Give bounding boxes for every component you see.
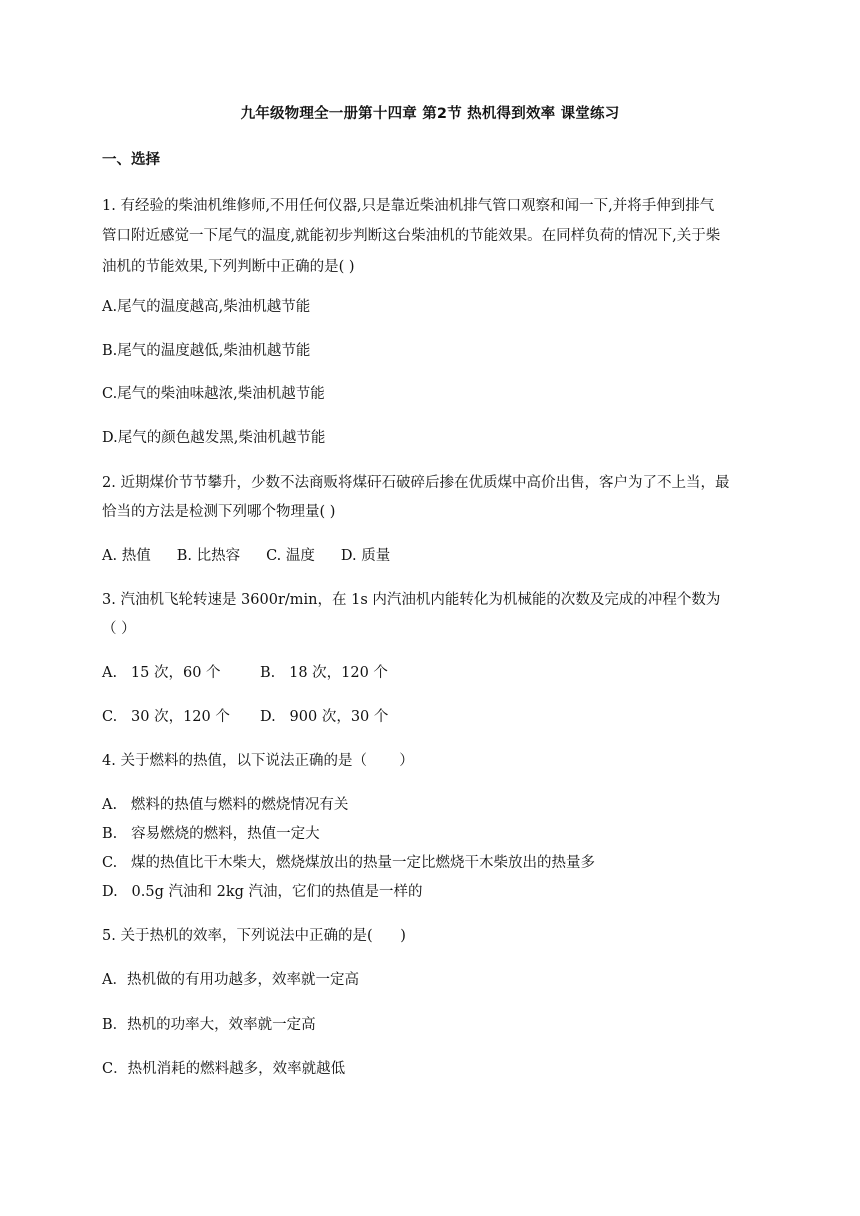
q4-stem: 4. 关于燃料的热值，以下说法正确的是（ ） <box>102 753 414 769</box>
q4-option-c: C. 煤的热值比干木柴大，燃烧煤放出的热量一定比燃烧干木柴放出的热量多 <box>102 855 596 871</box>
q5-option-b: B．热机的功率大，效率就一定高 <box>102 1017 316 1033</box>
q3-options-row-1 <box>102 661 388 682</box>
q2-option-c: C. 温度 <box>266 548 315 564</box>
q2-option-d: D. 质量 <box>340 548 391 564</box>
page-title: 九年级物理全一册第十四章 第2节 热机得到效率 课堂练习 <box>240 106 620 122</box>
q3-options-row-2 <box>102 705 388 726</box>
q2-stem-line-1: 2. 近期煤价节节攀升，少数不法商贩将煤矸石破碎后掺在优质煤中高价出售，客户为了不上当，最 <box>102 475 730 491</box>
q4-option-d: D. 0.5g 汽油和 2kg 汽油，它们的热值是一样的 <box>102 884 423 900</box>
q1-stem-line-1: 1. 有经验的柴油机维修师,不用任何仪器,只是靠近柴油机排气管口观察和闻一下,并将手伸到排气 <box>102 198 715 214</box>
q5-option-a: A．热机做的有用功越多，效率就一定高 <box>102 972 359 988</box>
q5-stem: 5. 关于热机的效率，下列说法中正确的是( ) <box>102 928 406 944</box>
q2-option-a: A. 热值 <box>102 548 151 564</box>
q1-option-d: D.尾气的颜色越发黑,柴油机越节能 <box>102 430 326 446</box>
q1-option-a: A.尾气的温度越高,柴油机越节能 <box>102 299 311 315</box>
q5-option-c: C．热机消耗的燃料越多，效率就越低 <box>102 1061 346 1077</box>
q3-option-c: C. 30 次，120 个 <box>102 709 230 725</box>
q4-option-b: B. 容易燃烧的燃料，热值一定大 <box>102 826 320 842</box>
q1-option-b: B.尾气的温度越低,柴油机越节能 <box>102 343 311 359</box>
q3-option-b: B. 18 次，120 个 <box>260 665 388 681</box>
section-heading: 一、选择 <box>102 152 160 168</box>
q2-options-row <box>102 544 390 565</box>
q4-option-a: A. 燃料的热值与燃料的燃烧情况有关 <box>102 797 349 813</box>
q3-option-d: D. 900 次，30 个 <box>260 709 389 725</box>
q1-stem-line-2: 管口附近感觉一下尾气的温度,就能初步判断这台柴油机的节能效果。在同样负荷的情况下,关于柴 <box>102 228 721 244</box>
q3-stem-line-1: 3. 汽油机飞轮转速是 3600r/min，在 1s 内汽油机内能转化为机械能的次数及完成的冲程个数为 <box>102 592 721 608</box>
q1-option-c: C.尾气的柴油味越浓,柴油机越节能 <box>102 386 325 402</box>
q3-stem-line-2: （ ） <box>102 621 136 637</box>
q2-stem-line-2: 恰当的方法是检测下列哪个物理量( ) <box>102 504 336 520</box>
q1-stem-line-3: 油机的节能效果,下列判断中正确的是( ) <box>102 259 355 275</box>
q2-option-b: B. 比热容 <box>176 548 241 564</box>
q3-option-a: A. 15 次，60 个 <box>102 665 221 681</box>
